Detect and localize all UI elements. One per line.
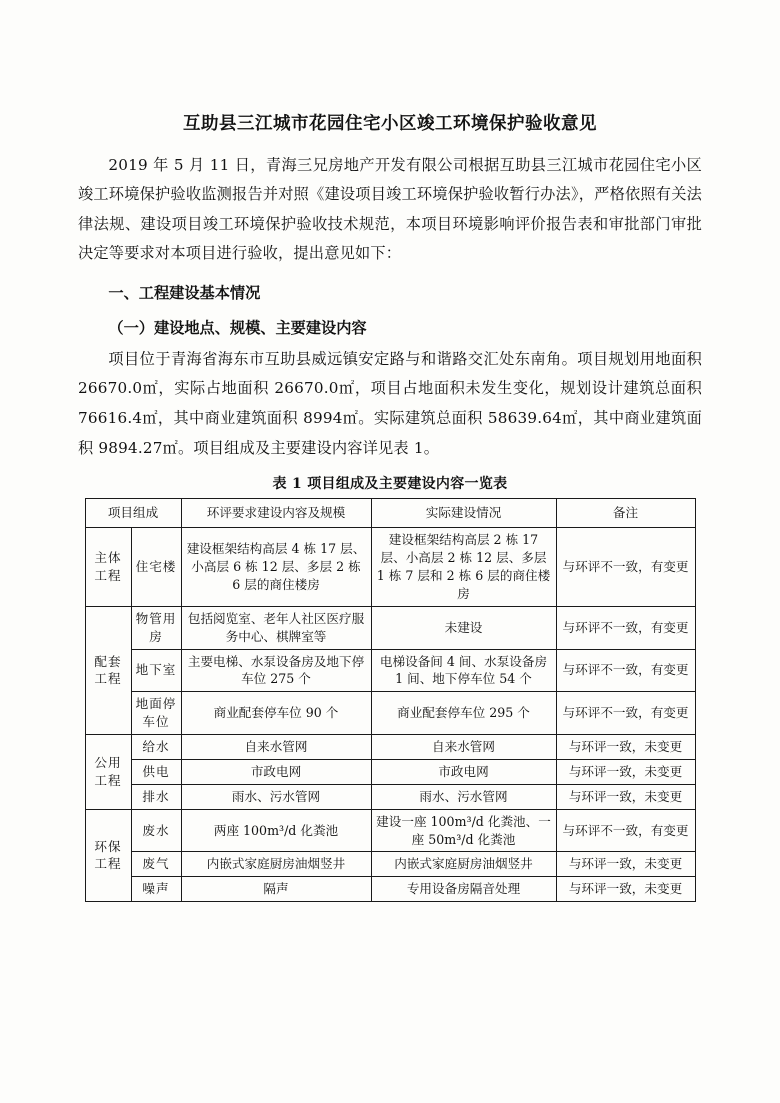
cell-actual: 雨水、污水管网 bbox=[371, 784, 556, 809]
column-header-actual: 实际建设情况 bbox=[371, 499, 556, 528]
table-row bbox=[85, 809, 695, 852]
cell-category: 主体工程 bbox=[85, 528, 131, 607]
cell-subcomponent: 物管用房 bbox=[131, 606, 181, 649]
table-row bbox=[85, 606, 695, 649]
cell-subcomponent: 住宅楼 bbox=[131, 528, 181, 607]
table-row bbox=[85, 852, 695, 877]
cell-category: 公用工程 bbox=[85, 735, 131, 810]
cell-eia: 隔声 bbox=[181, 877, 371, 902]
cell-subcomponent: 排水 bbox=[131, 784, 181, 809]
cell-eia: 商业配套停车位 90 个 bbox=[181, 692, 371, 735]
cell-actual: 专用设备房隔音处理 bbox=[371, 877, 556, 902]
table-row bbox=[85, 649, 695, 692]
cell-subcomponent: 噪声 bbox=[131, 877, 181, 902]
table-row bbox=[85, 528, 695, 607]
cell-eia: 建设框架结构高层 4 栋 17 层、小高层 6 栋 12 层、多层 2 栋 6 层的商住楼房 bbox=[181, 528, 371, 607]
project-components-table bbox=[85, 498, 696, 902]
cell-actual: 建设框架结构高层 2 栋 17 层、小高层 2 栋 12 层、多层 1 栋 7 层和 2 栋 6 层的商住楼房 bbox=[371, 528, 556, 607]
section-heading-1: 一、工程建设基本情况 bbox=[108, 284, 261, 303]
table-caption: 表 1 项目组成及主要建设内容一览表 bbox=[272, 476, 508, 493]
cell-subcomponent: 给水 bbox=[131, 735, 181, 760]
cell-eia: 市政电网 bbox=[181, 759, 371, 784]
cell-note: 与环评一致，未变更 bbox=[556, 759, 695, 784]
column-header-component: 项目组成 bbox=[85, 499, 181, 528]
table-header-row bbox=[85, 499, 695, 528]
cell-actual: 市政电网 bbox=[371, 759, 556, 784]
cell-note: 与环评不一致，有变更 bbox=[556, 649, 695, 692]
cell-eia: 包括阅览室、老年人社区医疗服务中心、棋牌室等 bbox=[181, 606, 371, 649]
table-row bbox=[85, 759, 695, 784]
cell-category: 配套工程 bbox=[85, 606, 131, 734]
cell-subcomponent: 地面停车位 bbox=[131, 692, 181, 735]
cell-eia: 内嵌式家庭厨房油烟竖井 bbox=[181, 852, 371, 877]
cell-note: 与环评一致，未变更 bbox=[556, 735, 695, 760]
cell-eia: 两座 100m³/d 化粪池 bbox=[181, 809, 371, 852]
cell-note: 与环评一致，未变更 bbox=[556, 784, 695, 809]
cell-eia: 主要电梯、水泵设备房及地下停车位 275 个 bbox=[181, 649, 371, 692]
cell-category: 环保工程 bbox=[85, 809, 131, 902]
cell-subcomponent: 废水 bbox=[131, 809, 181, 852]
cell-note: 与环评一致，未变更 bbox=[556, 852, 695, 877]
cell-note: 与环评一致，未变更 bbox=[556, 877, 695, 902]
table-row bbox=[85, 692, 695, 735]
cell-note: 与环评不一致，有变更 bbox=[556, 809, 695, 852]
subsection-heading-1: （一）建设地点、规模、主要建设内容 bbox=[108, 318, 367, 337]
cell-actual: 建设一座 100m³/d 化粪池、一座 50m³/d 化粪池 bbox=[371, 809, 556, 852]
project-description-paragraph: 项目位于青海省海东市互助县威远镇安定路与和谐路交汇处东南角。项目规划用地面积 26670.0㎡，实际占地面积 26670.0㎡，项目占地面积未发生变化，规划设计建筑总面积 76616.4㎡，其中商业建筑面积 8994㎡。实际建筑总面积 58639.64㎡，其中商业建筑面积 9894.27㎡。项目组成及主要建设内容详见表 1。 bbox=[78, 349, 702, 457]
cell-actual: 商业配套停车位 295 个 bbox=[371, 692, 556, 735]
cell-actual: 电梯设备间 4 间、水泵设备房 1 间、地下停车位 54 个 bbox=[371, 649, 556, 692]
column-header-eia: 环评要求建设内容及规模 bbox=[181, 499, 371, 528]
column-header-note: 备注 bbox=[556, 499, 695, 528]
cell-note: 与环评不一致，有变更 bbox=[556, 528, 695, 607]
intro-paragraph: 2019 年 5 月 11 日，青海三兄房地产开发有限公司根据互助县三江城市花园住宅小区竣工环境保护验收监测报告并对照《建设项目竣工环境保护验收暂行办法》，严格依照有关法律法规、建设项目竣工环境保护验收技术规范，本项目环境影响评价报告表和审批部门审批决定等要求对本项目进行验收，提出意见如下： bbox=[78, 155, 702, 263]
table-row bbox=[85, 735, 695, 760]
cell-actual: 未建设 bbox=[371, 606, 556, 649]
table-row bbox=[85, 784, 695, 809]
table-row bbox=[85, 877, 695, 902]
cell-actual: 自来水管网 bbox=[371, 735, 556, 760]
page-title: 互助县三江城市花园住宅小区竣工环境保护验收意见 bbox=[183, 114, 597, 134]
cell-subcomponent: 地下室 bbox=[131, 649, 181, 692]
cell-subcomponent: 废气 bbox=[131, 852, 181, 877]
cell-actual: 内嵌式家庭厨房油烟竖井 bbox=[371, 852, 556, 877]
cell-note: 与环评不一致，有变更 bbox=[556, 692, 695, 735]
cell-subcomponent: 供电 bbox=[131, 759, 181, 784]
cell-eia: 雨水、污水管网 bbox=[181, 784, 371, 809]
cell-eia: 自来水管网 bbox=[181, 735, 371, 760]
cell-note: 与环评不一致，有变更 bbox=[556, 606, 695, 649]
